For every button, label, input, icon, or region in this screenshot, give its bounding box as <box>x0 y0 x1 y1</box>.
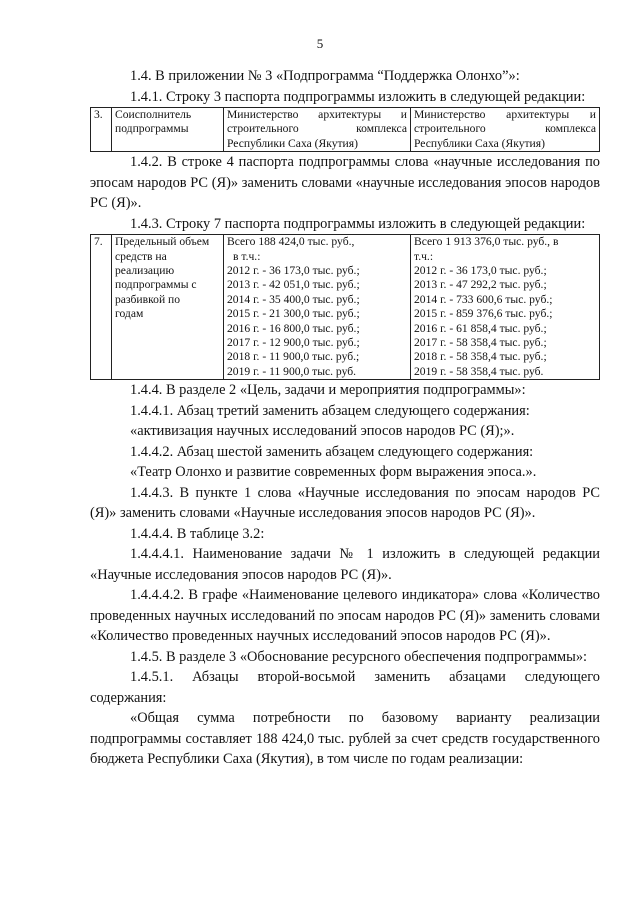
cell-line: 2014 г. - 733 600,6 тыс. руб.; <box>414 292 553 306</box>
paragraph-1-4-5-1: 1.4.5.1. Абзацы второй-восьмой заменить абзацами следующего содержания: <box>90 669 600 706</box>
cell-line: Республики Саха (Якутия) <box>414 136 545 150</box>
page-number: 5 <box>316 36 324 51</box>
cell-line: 2019 г. - 11 900,0 тыс. руб. <box>227 364 357 378</box>
paragraph-1-4-2: 1.4.2. В строке 4 паспорта подпрограммы слова «научные исследования по эпосам народов РС (Я)» заменить словами «научные исследования эпосов народов РС (Я)». <box>90 154 600 212</box>
cell-line: 2013 г. - 42 051,0 тыс. руб.; <box>227 278 360 292</box>
cell-line: Министерство архитектуры и <box>414 108 596 121</box>
quote-2: «Театр Олонхо и развитие современных форм выражения эпоса.». <box>130 464 537 481</box>
cell-line: годам <box>115 307 144 321</box>
table-row <box>91 108 600 152</box>
paragraph-1-4-4-3: 1.4.4.3. В пункте 1 слова «Научные исследования по эпосам народов РС (Я)» заменить словами «Научные исследования эпосов народов РС (Я)». <box>90 484 600 522</box>
cell-line: 2015 г. - 859 376,6 тыс. руб.; <box>414 307 553 321</box>
new-value-cell <box>411 108 600 152</box>
document-body <box>90 66 600 770</box>
cell-line: 2016 г. - 16 800,0 тыс. руб.; <box>227 321 360 335</box>
cell-line: 2013 г. - 47 292,2 тыс. руб.; <box>414 278 547 292</box>
row-label-cell <box>112 235 224 380</box>
old-value-cell <box>224 108 411 152</box>
cell-line: т.ч.: <box>414 249 434 263</box>
cell-line: 2014 г. - 35 400,0 тыс. руб.; <box>227 292 360 306</box>
cell-line: 2016 г. - 61 858,4 тыс. руб.; <box>414 321 547 335</box>
cell-line: подпрограммы с <box>115 278 197 292</box>
table-row <box>91 235 600 380</box>
cell-line: 2012 г. - 36 173,0 тыс. руб.; <box>414 264 547 278</box>
row-number-cell: 7. <box>91 235 112 380</box>
new-value-cell <box>411 235 600 380</box>
cell-line: 2012 г. - 36 173,0 тыс. руб.; <box>227 264 360 278</box>
paragraph-1-4-5: 1.4.5. В разделе 3 «Обоснование ресурсного обеспечения подпрограммы»: <box>130 648 588 665</box>
cell-line: Всего 188 424,0 тыс. руб., <box>227 235 355 249</box>
cell-line: 2017 г. - 12 900,0 тыс. руб.; <box>227 336 360 350</box>
paragraph-1-4-4-4-2: 1.4.4.4.2. В графе «Наименование целевого индикатора» слова «Количество проведенных научных исследований по эпосам народов РС (Я)» заменить словами «Количество проведенных научных исследований эпосов народов РС (Я)». <box>90 587 600 645</box>
cell-line: 2018 г. - 11 900,0 тыс. руб.; <box>227 350 360 364</box>
paragraph-1-4-4-2: 1.4.4.2. Абзац шестой заменить абзацем следующего содержания: <box>130 443 534 460</box>
quote-3: «Общая сумма потребности по базовому варианту реализации подпрограммы составляет 188 424,0 тыс. рублей за счет средств государственного бюджета Республики Саха (Якутия), в том числе по годам реализации: <box>90 710 600 768</box>
paragraph-1-4-3: 1.4.3. Строку 7 паспорта подпрограммы изложить в следующей редакции: <box>130 215 586 232</box>
cell-line: строительного комплекса <box>227 122 407 136</box>
old-value-cell <box>224 235 411 380</box>
passport-row-3-table <box>90 107 600 152</box>
cell-line: реализацию <box>115 264 175 278</box>
cell-line: Республики Саха (Якутия) <box>227 136 358 150</box>
cell-line: Предельный объем <box>115 235 210 249</box>
paragraph-1-4-4-1: 1.4.4.1. Абзац третий заменить абзацем следующего содержания: <box>130 402 530 419</box>
cell-line: Всего 1 913 376,0 тыс. руб., в <box>414 235 559 249</box>
passport-row-7-table <box>90 234 600 380</box>
cell-line: строительного комплекса <box>414 122 596 136</box>
cell-line: в т.ч.: <box>233 249 261 263</box>
paragraph-1-4-4: 1.4.4. В разделе 2 «Цель, задачи и мероприятия подпрограммы»: <box>130 382 526 399</box>
paragraph-1-4-4-4: 1.4.4.4. В таблице 3.2: <box>130 525 265 542</box>
quote-1: «активизация научных исследований эпосов народов РС (Я);». <box>130 423 515 440</box>
cell-line: 2017 г. - 58 358,4 тыс. руб.; <box>414 336 547 350</box>
paragraph-1-4-1: 1.4.1. Строку 3 паспорта подпрограммы изложить в следующей редакции: <box>130 88 586 105</box>
cell-line: 2019 г. - 58 358,4 тыс. руб. <box>414 364 544 378</box>
cell-line: 2015 г. - 21 300,0 тыс. руб.; <box>227 307 360 321</box>
cell-line: Министерство архитектуры и <box>227 108 407 121</box>
row-label-cell: Соисполнитель подпрограммы <box>112 108 224 152</box>
paragraph-1-4: 1.4. В приложении № 3 «Подпрограмма “Поддержка Олонхо”»: <box>130 68 520 84</box>
cell-line: 2018 г. - 58 358,4 тыс. руб.; <box>414 350 547 364</box>
row-number-cell: 3. <box>91 108 112 152</box>
cell-line: средств на <box>115 249 167 263</box>
paragraph-1-4-4-4-1: 1.4.4.4.1. Наименование задачи № 1 изложить в следующей редакции «Научные исследования эпосов народов РС (Я)». <box>90 546 600 583</box>
cell-line: разбивкой по <box>115 292 181 306</box>
